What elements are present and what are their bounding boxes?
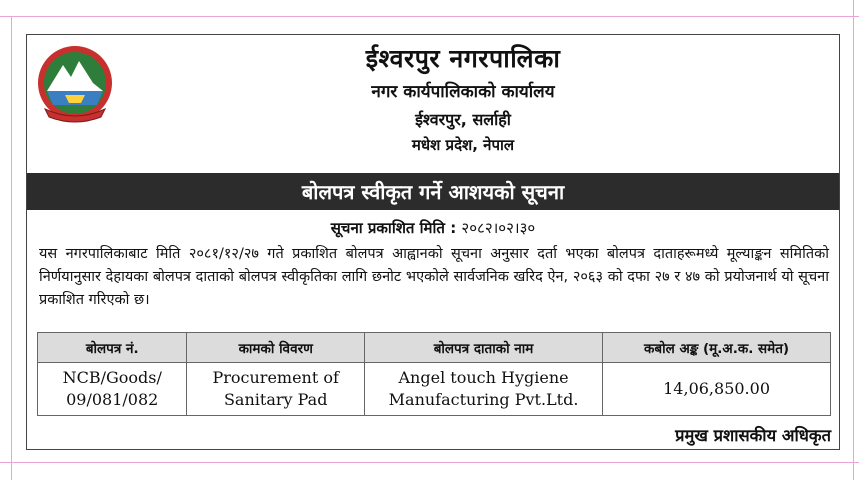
bid-table <box>37 332 831 416</box>
office-header <box>27 41 839 155</box>
notice-body: यस नगरपालिकाबाट मिति २०८१/१२/२७ गते प्रकाशित बोलपत्र आह्वानको सूचना अनुसार दर्ता भएका बोलपत्र दाताहरूमध्ये मूल्याङ्कन समितिको निर्णयानुसार देहायका बोलपत्र दाताको बोलपत्र स्वीकृतिका लागि छनोट भएकोले सार्वजनिक खरिद ऐन, २०६३ को दफा २७ र ४७ को प्रयोजनार्थ यो सूचना प्रकाशित गरिएको छ। <box>39 246 829 308</box>
cell-bid-number <box>38 363 187 416</box>
published-date: २०८२।०२।३० <box>461 219 536 237</box>
notice-title: बोलपत्र स्वीकृत गर्ने आशयको सूचना <box>27 173 839 210</box>
frame-border-right <box>853 0 854 480</box>
frame-border-top <box>0 16 859 17</box>
work-line1: Procurement of <box>212 368 339 387</box>
bid-number-line1: NCB/Goods/ <box>62 368 162 387</box>
header-bidder-name: बोलपत्र दाताको नाम <box>364 333 602 363</box>
frame-border-bottom <box>0 462 859 463</box>
header-work-description: कामको विवरण <box>187 333 364 363</box>
published-label: सूचना प्रकाशित मिति : <box>330 219 457 237</box>
cell-bid-amount: 14,06,850.00 <box>603 363 831 416</box>
signature-title: प्रमुख प्रशासकीय अधिकृत <box>675 426 831 445</box>
header-bid-number: बोलपत्र नं. <box>38 333 187 363</box>
bidder-line2: Manufacturing Pvt.Ltd. <box>388 390 579 409</box>
work-line2: Sanitary Pad <box>223 390 328 409</box>
office-province: मधेश प्रदेश, नेपाल <box>411 136 515 154</box>
office-place: ईश्वरपुर, सर्लाही <box>415 110 511 129</box>
frame-border-left <box>11 16 12 480</box>
organization-name: ईश्वरपुर नगरपालिका <box>365 44 561 73</box>
table-header-row <box>38 333 831 363</box>
notice-box <box>26 34 840 450</box>
cell-bidder-name <box>364 363 602 416</box>
bid-number-line2: 09/081/082 <box>66 390 159 409</box>
bidder-line1: Angel touch Hygiene <box>398 368 569 387</box>
table-row <box>38 363 831 416</box>
cell-work-description <box>187 363 364 416</box>
published-date-line <box>27 218 839 238</box>
office-name: नगर कार्यपालिकाको कार्यालय <box>371 82 555 102</box>
header-bid-amount: कबोल अङ्क (मू.अ.क. समेत) <box>603 333 831 363</box>
